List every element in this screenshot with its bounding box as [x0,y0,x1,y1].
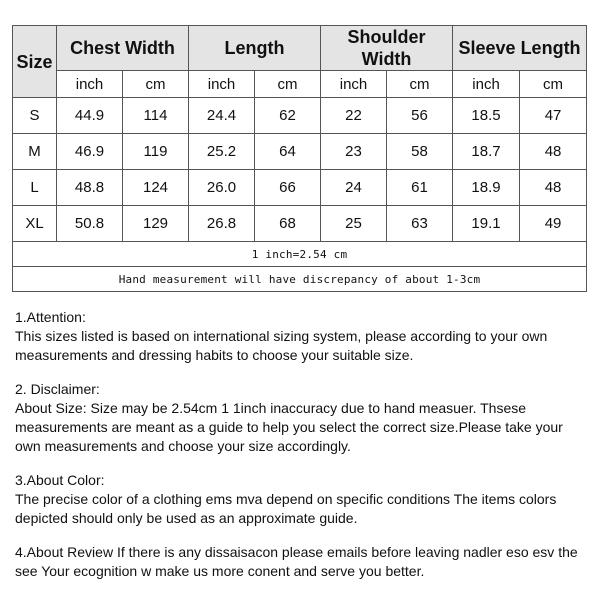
note-attention [15,308,590,365]
table-cell: 61 [387,170,453,206]
table-cell: 46.9 [57,134,123,170]
size-cell: M [13,134,57,170]
table-cell: 129 [123,206,189,242]
table-cell: 66 [255,170,321,206]
note-title: 1.Attention: [15,309,86,325]
note-review [15,543,590,581]
unit-cell: inch [57,71,123,98]
table-cell: 49 [520,206,587,242]
size-header: Size [13,26,57,98]
note-body: The precise color of a clothing ems mva depend on specific conditions The items colors depicted should only be used as an approximate guide. [15,491,557,526]
table-cell: 19.1 [453,206,520,242]
table-cell: 119 [123,134,189,170]
table-cell: 26.8 [189,206,255,242]
sleeve-length-header: Sleeve Length [453,26,587,71]
note-body: This sizes listed is based on international sizing system, please according to your own measurements and dressing habits to choose your suitable size. [15,328,548,363]
table-cell: 18.5 [453,98,520,134]
table-cell: 64 [255,134,321,170]
table-cell: 114 [123,98,189,134]
table-row [13,134,587,170]
table-cell: 62 [255,98,321,134]
table-row [13,206,587,242]
table-cell: 48 [520,134,587,170]
note-title: 3.About Color: [15,472,105,488]
conversion-note-row [13,242,587,267]
size-cell: S [13,98,57,134]
table-cell: 25.2 [189,134,255,170]
size-cell: L [13,170,57,206]
unit-cell: cm [123,71,189,98]
note-color [15,471,590,528]
note-body: About Size: Size may be 2.54cm 1 1inch inaccuracy due to hand measuer. Thsese measurements are meant as a guide to help you select the correct size.Please take your own measurements and choose your size accordingly. [15,400,563,454]
unit-cell: cm [387,71,453,98]
discrepancy-note: Hand measurement will have discrepancy of about 1-3cm [13,267,587,292]
note-disclaimer [15,380,590,456]
conversion-note: 1 inch=2.54 cm [13,242,587,267]
table-row [13,170,587,206]
chest-width-header: Chest Width [57,26,189,71]
table-cell: 63 [387,206,453,242]
size-cell: XL [13,206,57,242]
table-cell: 18.9 [453,170,520,206]
header-row [13,26,587,71]
discrepancy-note-row [13,267,587,292]
table-cell: 48 [520,170,587,206]
table-cell: 24.4 [189,98,255,134]
table-cell: 47 [520,98,587,134]
unit-cell: inch [321,71,387,98]
unit-cell: inch [453,71,520,98]
unit-cell: inch [189,71,255,98]
table-cell: 48.8 [57,170,123,206]
table-cell: 24 [321,170,387,206]
table-cell: 22 [321,98,387,134]
units-row [13,71,587,98]
unit-cell: cm [255,71,321,98]
length-header: Length [189,26,321,71]
table-cell: 26.0 [189,170,255,206]
note-title: 2. Disclaimer: [15,381,100,397]
table-cell: 68 [255,206,321,242]
size-chart-table [12,25,587,292]
table-cell: 58 [387,134,453,170]
unit-cell: cm [520,71,587,98]
table-cell: 44.9 [57,98,123,134]
table-cell: 23 [321,134,387,170]
note-body: 4.About Review If there is any dissaisacon please emails before leaving nadler eso esv the see Your ecognition w make us more conent and serve you better. [15,544,578,579]
table-cell: 18.7 [453,134,520,170]
table-cell: 50.8 [57,206,123,242]
table-row [13,98,587,134]
table-cell: 25 [321,206,387,242]
table-cell: 124 [123,170,189,206]
notes-section [15,308,590,596]
table-cell: 56 [387,98,453,134]
shoulder-width-header: Shoulder Width [321,26,453,71]
